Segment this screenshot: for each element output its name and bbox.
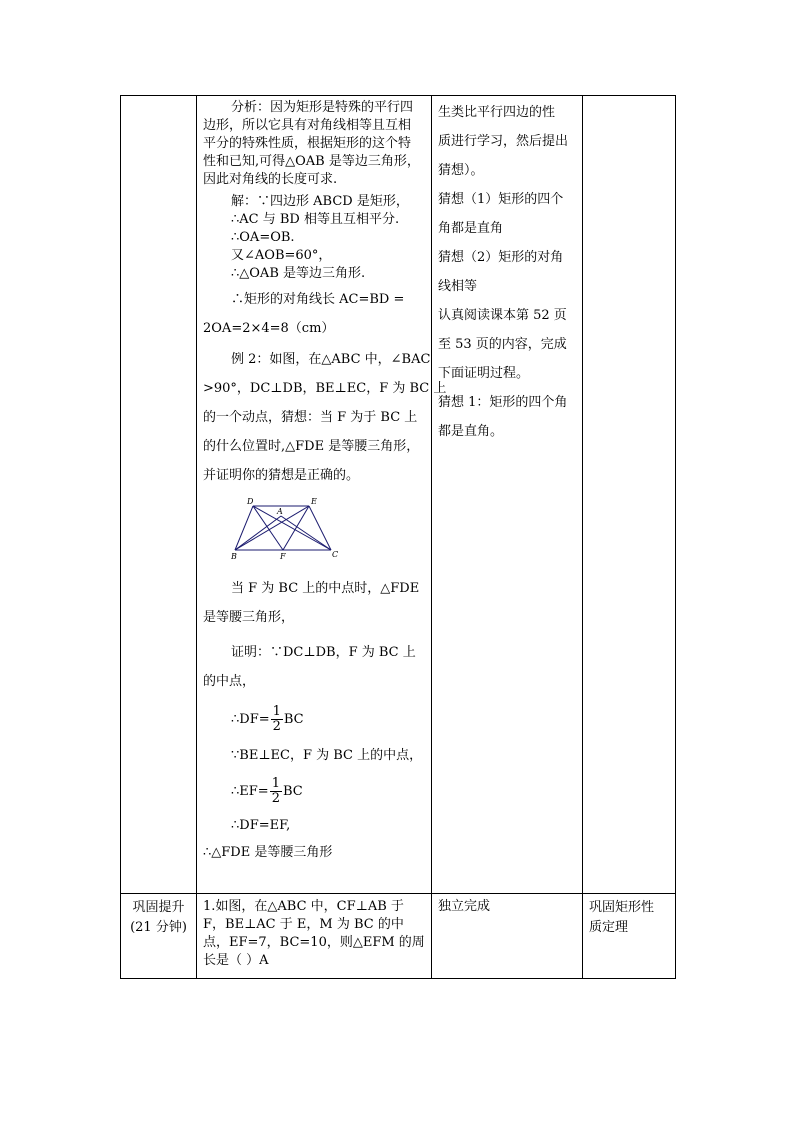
student-line: 下面证明过程。 [438, 366, 530, 381]
diagonal-line: ∴矩形的对角线长 AC=BD = [231, 292, 405, 307]
stage-title: 巩固提升 [132, 900, 185, 915]
example-line: 并证明你的猜想是正确的。 [203, 468, 360, 483]
student-line: 生类比平行四边的性 [438, 105, 556, 120]
fraction-half: $\frac{1}{2}$ [272, 704, 281, 734]
student-line: 质进行学习，然后提出 [438, 134, 569, 149]
fraction-half: $\frac{1}{2}$ [271, 776, 280, 806]
diagonal-line: 2OA=2×4=8（cm） [203, 321, 335, 336]
proof-line: 的中点， [203, 674, 256, 689]
ef-line: ∴EF= $\frac{1}{2}$ BC [231, 776, 303, 806]
answer-block [203, 574, 428, 632]
exercise-line: 1.如图，在△ABC 中，CF⊥AB 于 [203, 899, 404, 914]
example-line: 的什么位置时,△FDE 是等腰三角形， [203, 439, 420, 454]
student-line: 线相等 [438, 279, 478, 294]
intent-line: 质定理 [589, 920, 629, 935]
student-line: 都是直角。 [438, 424, 504, 439]
student-activity-cell [432, 894, 583, 979]
analysis-line: 边形，所以它具有对角线相等且互相 [203, 118, 412, 133]
exercise-line: 点，EF=7，BC=10，则△EFM 的周 [203, 935, 425, 950]
df-ef-line: ∴DF=EF, [231, 818, 291, 833]
solution-line: ∴△OAB 是等边三角形. [231, 266, 366, 281]
teacher-activity-cell [197, 894, 432, 979]
label-e: E [311, 498, 317, 506]
stage-duration: (21 分钟) [130, 920, 187, 935]
answer-line: 是等腰三角形， [203, 610, 295, 625]
student-line: 猜想（1）矩形的四个 [438, 192, 564, 207]
table-row [121, 894, 676, 979]
student-line: 认真阅读课本第 52 页 [438, 308, 567, 323]
lesson-plan-table [120, 95, 676, 979]
example-line: 的一个动点，猜想：当 F 为于 BC 上 [203, 410, 418, 425]
solution-line: 解：∵四边形 ABCD 是矩形， [231, 194, 409, 209]
label-a: A [277, 507, 283, 516]
label-d: D [247, 498, 254, 506]
solution-line: ∴AC 与 BD 相等且互相平分. [231, 212, 400, 227]
teacher-activity-cell [197, 96, 447, 894]
example2-block [203, 345, 447, 490]
student-line: 猜想）。 [438, 163, 484, 178]
table-row [121, 96, 676, 894]
analysis-line: 平分的特殊性质，根据矩形的这个特 [203, 136, 412, 151]
student-line: 猜想 1：矩形的四个角 [438, 395, 568, 410]
example-line: 例 2：如图，在△ABC 中，∠BAC [231, 352, 431, 367]
proof-block [203, 638, 428, 696]
example-line: >90°，DC⊥DB，BE⊥EC，F 为 BC 上 [203, 381, 447, 396]
label-c: C [332, 550, 339, 559]
proof-line: 证明：∵DC⊥DB，F 为 BC 上 [231, 645, 416, 660]
exercise-line: F，BE⊥AC 于 E，M 为 BC 的中 [203, 917, 404, 932]
label-f: F [280, 552, 286, 561]
be-line: ∵BE⊥EC，F 为 BC 上的中点， [231, 748, 423, 763]
intent-cell [583, 894, 676, 979]
conclusion-line: ∴△FDE 是等腰三角形 [203, 845, 333, 860]
student-activity-cell [432, 96, 583, 894]
analysis-block [203, 99, 428, 189]
student-line: 猜想（2）矩形的对角 [438, 250, 564, 265]
solution-line: ∴OA=OB. [231, 230, 295, 245]
solution-block [203, 193, 428, 283]
analysis-line: 分析：因为矩形是特殊的平行四 [231, 100, 414, 115]
analysis-line: 性和已知,可得△OAB 是等边三角形， [203, 154, 420, 169]
answer-line: 当 F 为 BC 上的中点时，△FDE [231, 581, 420, 596]
intent-line: 巩固矩形性 [589, 900, 655, 915]
student-line: 至 53 页的内容，完成 [438, 337, 567, 352]
label-b: B [231, 552, 237, 561]
analysis-line: 因此对角线的长度可求. [203, 172, 338, 187]
student-line: 独立完成 [438, 899, 491, 914]
student-line: 角都是直角 [438, 221, 504, 236]
geometry-figure [231, 498, 351, 562]
stage-cell [121, 96, 197, 894]
exercise-line: 长是（ ）A [203, 953, 269, 968]
intent-cell [583, 96, 676, 894]
stage-cell [121, 894, 197, 979]
df-line: ∴DF= $\frac{1}{2}$ BC [231, 704, 304, 734]
diagonal-block [203, 285, 428, 343]
solution-line: 又∠AOB=60°， [231, 248, 332, 263]
